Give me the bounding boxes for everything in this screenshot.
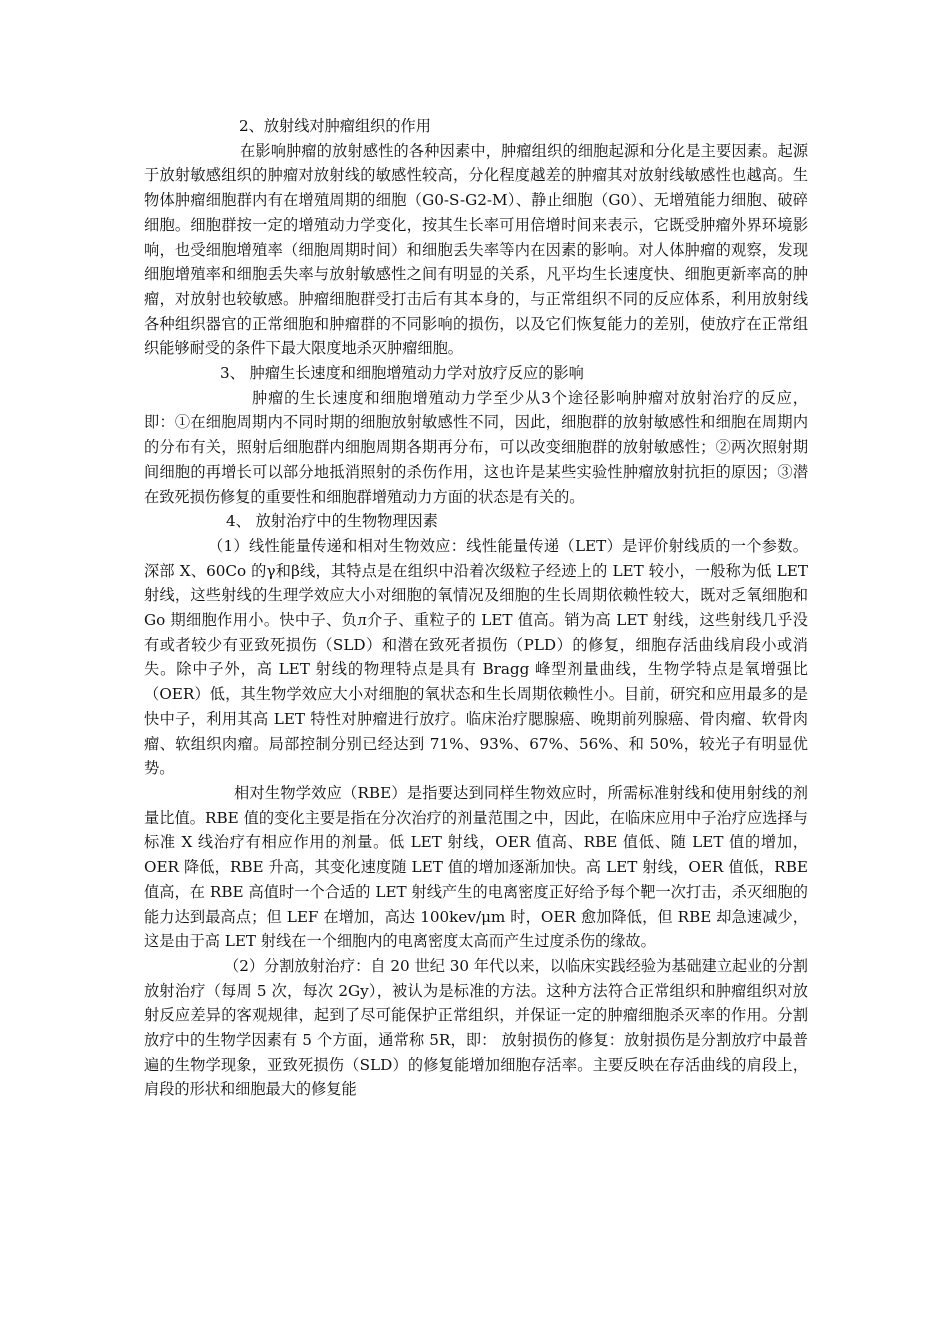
- paragraph-fractionated-radiotherapy: （2）分割放射治疗：自 20 世纪 30 年代以来，以临床实践经验为基础建立起业的分割放射治疗（每周 5 次，每次 2Gy），被认为是标准的方法。这种方法符合正常组织和肿瘤组织对放射反应差异的客观规律，起到了尽可能保护正常组织，并保证一定的肿瘤细胞杀灭率的作用。分割放疗中的生物学因素有 5 个方面，通常称 5R，即： 放射损伤的修复：放射损伤是分割放疗中最普遍的生物学现象，亚致死损伤（SLD）的修复能增加细胞存活率。主要反映在存活曲线的肩段上，肩段的形状和细胞最大的修复能: [144, 956, 808, 1099]
- paragraph-growth-kinetics: 肿瘤的生长速度和细胞增殖动力学至少从3个途径影响肿瘤对放射治疗的反应，即：①在细胞周期内不同时期的细胞放射敏感性不同，因此，细胞群的放射敏感性和细胞在周期内的分布有关，照射后细胞群内细胞周期各期再分布，可以改变细胞群的放射敏感性；②两次照射期间细胞的再增长可以部分地抵消照射的杀伤作用，这也许是某些实验性肿瘤放射抗拒的原因；③潜在致死损伤修复的重要性和细胞群增殖动力方面的状态是有关的。: [144, 388, 808, 506]
- section-heading-4: 4、 放射治疗中的生物物理因素: [226, 512, 438, 531]
- section-heading-2: 2、放射线对肿瘤组织的作用: [239, 117, 431, 135]
- document-page: [144, 114, 808, 1102]
- section-heading-3: 3、 肿瘤生长速度和细胞增殖动力学对放疗反应的影响: [220, 364, 584, 383]
- paragraph-tumor-tissue-effect: 在影响肿瘤的放射感性的各种因素中，肿瘤组织的细胞起源和分化是主要因素。起源于放射敏感组织的肿瘤对放射线的敏感性较高，分化程度越差的肿瘤其对放射线敏感性也越高。生物体肿瘤细胞群内有在增殖周期的细胞（G0-S-G2-M）、静止细胞（G0）、无增殖能力细胞、破碎细胞。细胞群按一定的增殖动力学变化，按其生长率可用倍增时间来表示，它既受肿瘤外界环境影响，也受细胞增殖率（细胞周期时间）和细胞丢失率等内在因素的影响。对人体肿瘤的观察，发现细胞增殖率和细胞丢失率与放射敏感性之间有明显的关系，凡平均生长速度快、细胞更新率高的肿瘤，对放射也较敏感。肿瘤细胞群受打击后有其本身的，与正常组织不同的反应体系，利用放射线各种组织器官的正常细胞和肿瘤群的不同影响的损伤，以及它们恢复能力的差别，使放疗在正常组织能够耐受的条件下最大限度地杀灭肿瘤细胞。: [144, 141, 808, 358]
- paragraph-let-rbe: （1）线性能量传递和相对生物效应：线性能量传递（LET）是评价射线质的一个参数。深部 X、60Co 的γ和β线，其特点是在组织中沿着次级粒子经迹上的 LET 较小，一般称为低 LET 射线，这些射线的生理学效应大小对细胞的氧情况及细胞的生长周期依赖性较大，既对乏氧细胞和 Go 期细胞作用小。快中子、负л介子、重粒子的 LET 值高。销为高 LET 射线，这些射线几乎没有或者较少有亚致死损伤（SLD）和潜在致死者损伤（PLD）的修复，细胞存活曲线肩段小或消失。除中子外，高 LET 射线的物理特点是具有 Bragg 峰型剂量曲线，生物学特点是氧增强比（OER）低，其生物学效应大小对细胞的氧状态和生长周期依赖性小。目前，研究和应用最多的是快中子，利用其高 LET 特性对肿瘤进行放疗。临床治疗腮腺癌、晚期前列腺癌、骨肉瘤、软骨肉瘤、软组织肉瘤。局部控制分别已经达到 71%、93%、67%、56%、和 50%，较光子有明显优势。: [144, 536, 808, 778]
- paragraph-rbe-definition: 相对生物学效应（RBE）是指要达到同样生物效应时，所需标准射线和使用射线的剂量比值。RBE 值的变化主要是指在分次治疗的剂量范围之中，因此，在临床应用中子治疗应选择与标准 X 线治疗有相应作用的剂量。低 LET 射线，OER 值高、RBE 值低、随 LET 值的增加，OER 降低，RBE 升高，其变化速度随 LET 值的增加逐渐加快。高 LET 射线，OER 值低，RBE 值高，在 RBE 高值时一个合适的 LET 射线产生的电离密度正好给予每个靶一次打击，杀灭细胞的能力达到最高点；但 LEF 在增加，高达 100kev/μm 时，OER 愈加降低，但 RBE 却急速减少，这是由于高 LET 射线在一个细胞内的电离密度太高而产生过度杀伤的缘故。: [144, 783, 808, 951]
